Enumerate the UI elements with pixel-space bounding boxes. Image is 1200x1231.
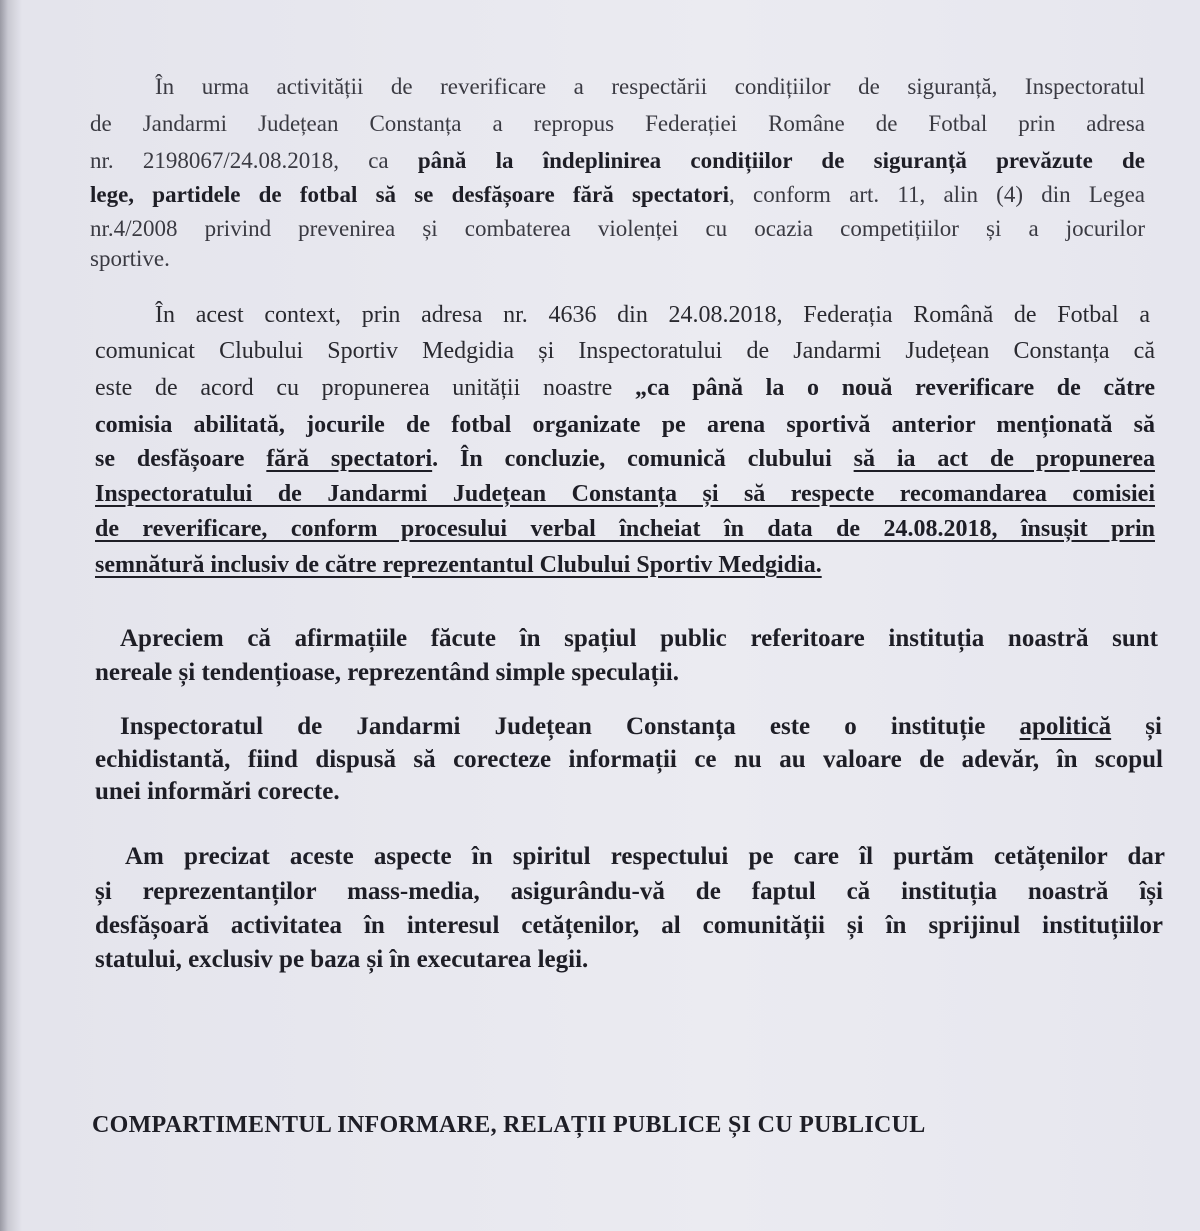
text-line: nereale și tendențioase, reprezentând simple speculații. <box>95 659 679 686</box>
text-line: echidistantă, fiind dispusă să corecteze informații ce nu au valoare de adevăr, în scopul <box>95 746 1163 773</box>
bold-text-segment: lege, partidele de fotbal să se desfășoare fără spectatori <box>90 182 730 207</box>
text-line: desfășoară activitatea în interesul cetățenilor, al comunității și în sprijinul instituțiilor <box>95 912 1163 939</box>
text-line: Apreciem că afirmațiile făcute în spațiul public referitoare instituția noastră sunt <box>120 625 1158 652</box>
text-line <box>95 444 1155 474</box>
text-segment: se desfășoare <box>95 446 267 472</box>
text-segment: nr. 2198067/24.08.2018, ca <box>90 148 418 173</box>
text-segment: . În concluzie, comunică clubului <box>432 446 854 472</box>
text-segment: Inspectoratul de Jandarmi Județean Constanța este o instituție <box>120 713 1020 740</box>
text-line: nr.4/2008 privind prevenirea și combaterea violenței cu ocazia competițiilor și a jocurilor <box>90 216 1145 241</box>
text-line: și reprezentanților mass-media, asigurându-vă de faptul că instituția noastră își <box>95 878 1163 905</box>
text-line <box>120 712 1162 742</box>
text-segment: și <box>1111 713 1162 740</box>
text-line: comunicat Clubului Sportiv Medgidia și Inspectoratului de Jandarmi Județean Constanța că <box>95 338 1155 364</box>
text-line: În acest context, prin adresa nr. 4636 din 24.08.2018, Federația Română de Fotbal a <box>155 302 1150 328</box>
text-line <box>95 373 1155 403</box>
text-line <box>90 146 1145 176</box>
bold-text-segment: până la îndeplinirea condițiilor de siguranță prevăzute de <box>417 148 1145 173</box>
text-line: statului, exclusiv pe baza și în executarea legii. <box>95 946 589 973</box>
text-line: comisia abilitată, jocurile de fotbal organizate pe arena sportivă anterior menționată să <box>95 412 1155 438</box>
underlined-text-line: Inspectoratului de Jandarmi Județean Constanța și să respecte recomandarea comisiei <box>95 481 1155 507</box>
underlined-text-segment: fără spectatori <box>266 446 433 472</box>
underlined-text-segment: să ia act de propunerea <box>853 446 1155 472</box>
text-line: sportive. <box>90 246 170 271</box>
text-segment: este de acord cu propunerea unității noastre <box>95 375 635 401</box>
text-line: În urma activității de reverificare a respectării condițiilor de siguranță, Inspectoratul <box>155 74 1145 99</box>
bold-quote-segment: „ca până la o nouă reverificare de către <box>634 375 1155 401</box>
text-line: de Jandarmi Județean Constanța a repropus Federației Române de Fotbal prin adresa <box>90 111 1145 136</box>
underlined-text-segment: apolitică <box>1019 713 1112 740</box>
underlined-text-line: de reverificare, conform procesului verbal încheiat în data de 24.08.2018, însușit prin <box>95 516 1155 542</box>
text-line: unei informări corecte. <box>95 778 340 805</box>
text-segment: , conform art. 11, alin (4) din Legea <box>729 182 1145 207</box>
text-line: Am precizat aceste aspecte în spiritul respectului pe care îl purtăm cetățenilor dar <box>125 843 1165 870</box>
underlined-text-line: semnătură inclusiv de către reprezentantul Clubului Sportiv Medgidia. <box>95 552 822 578</box>
text-line <box>90 180 1145 210</box>
department-signature: COMPARTIMENTUL INFORMARE, RELAȚII PUBLICE ȘI CU PUBLICUL <box>92 1112 926 1138</box>
